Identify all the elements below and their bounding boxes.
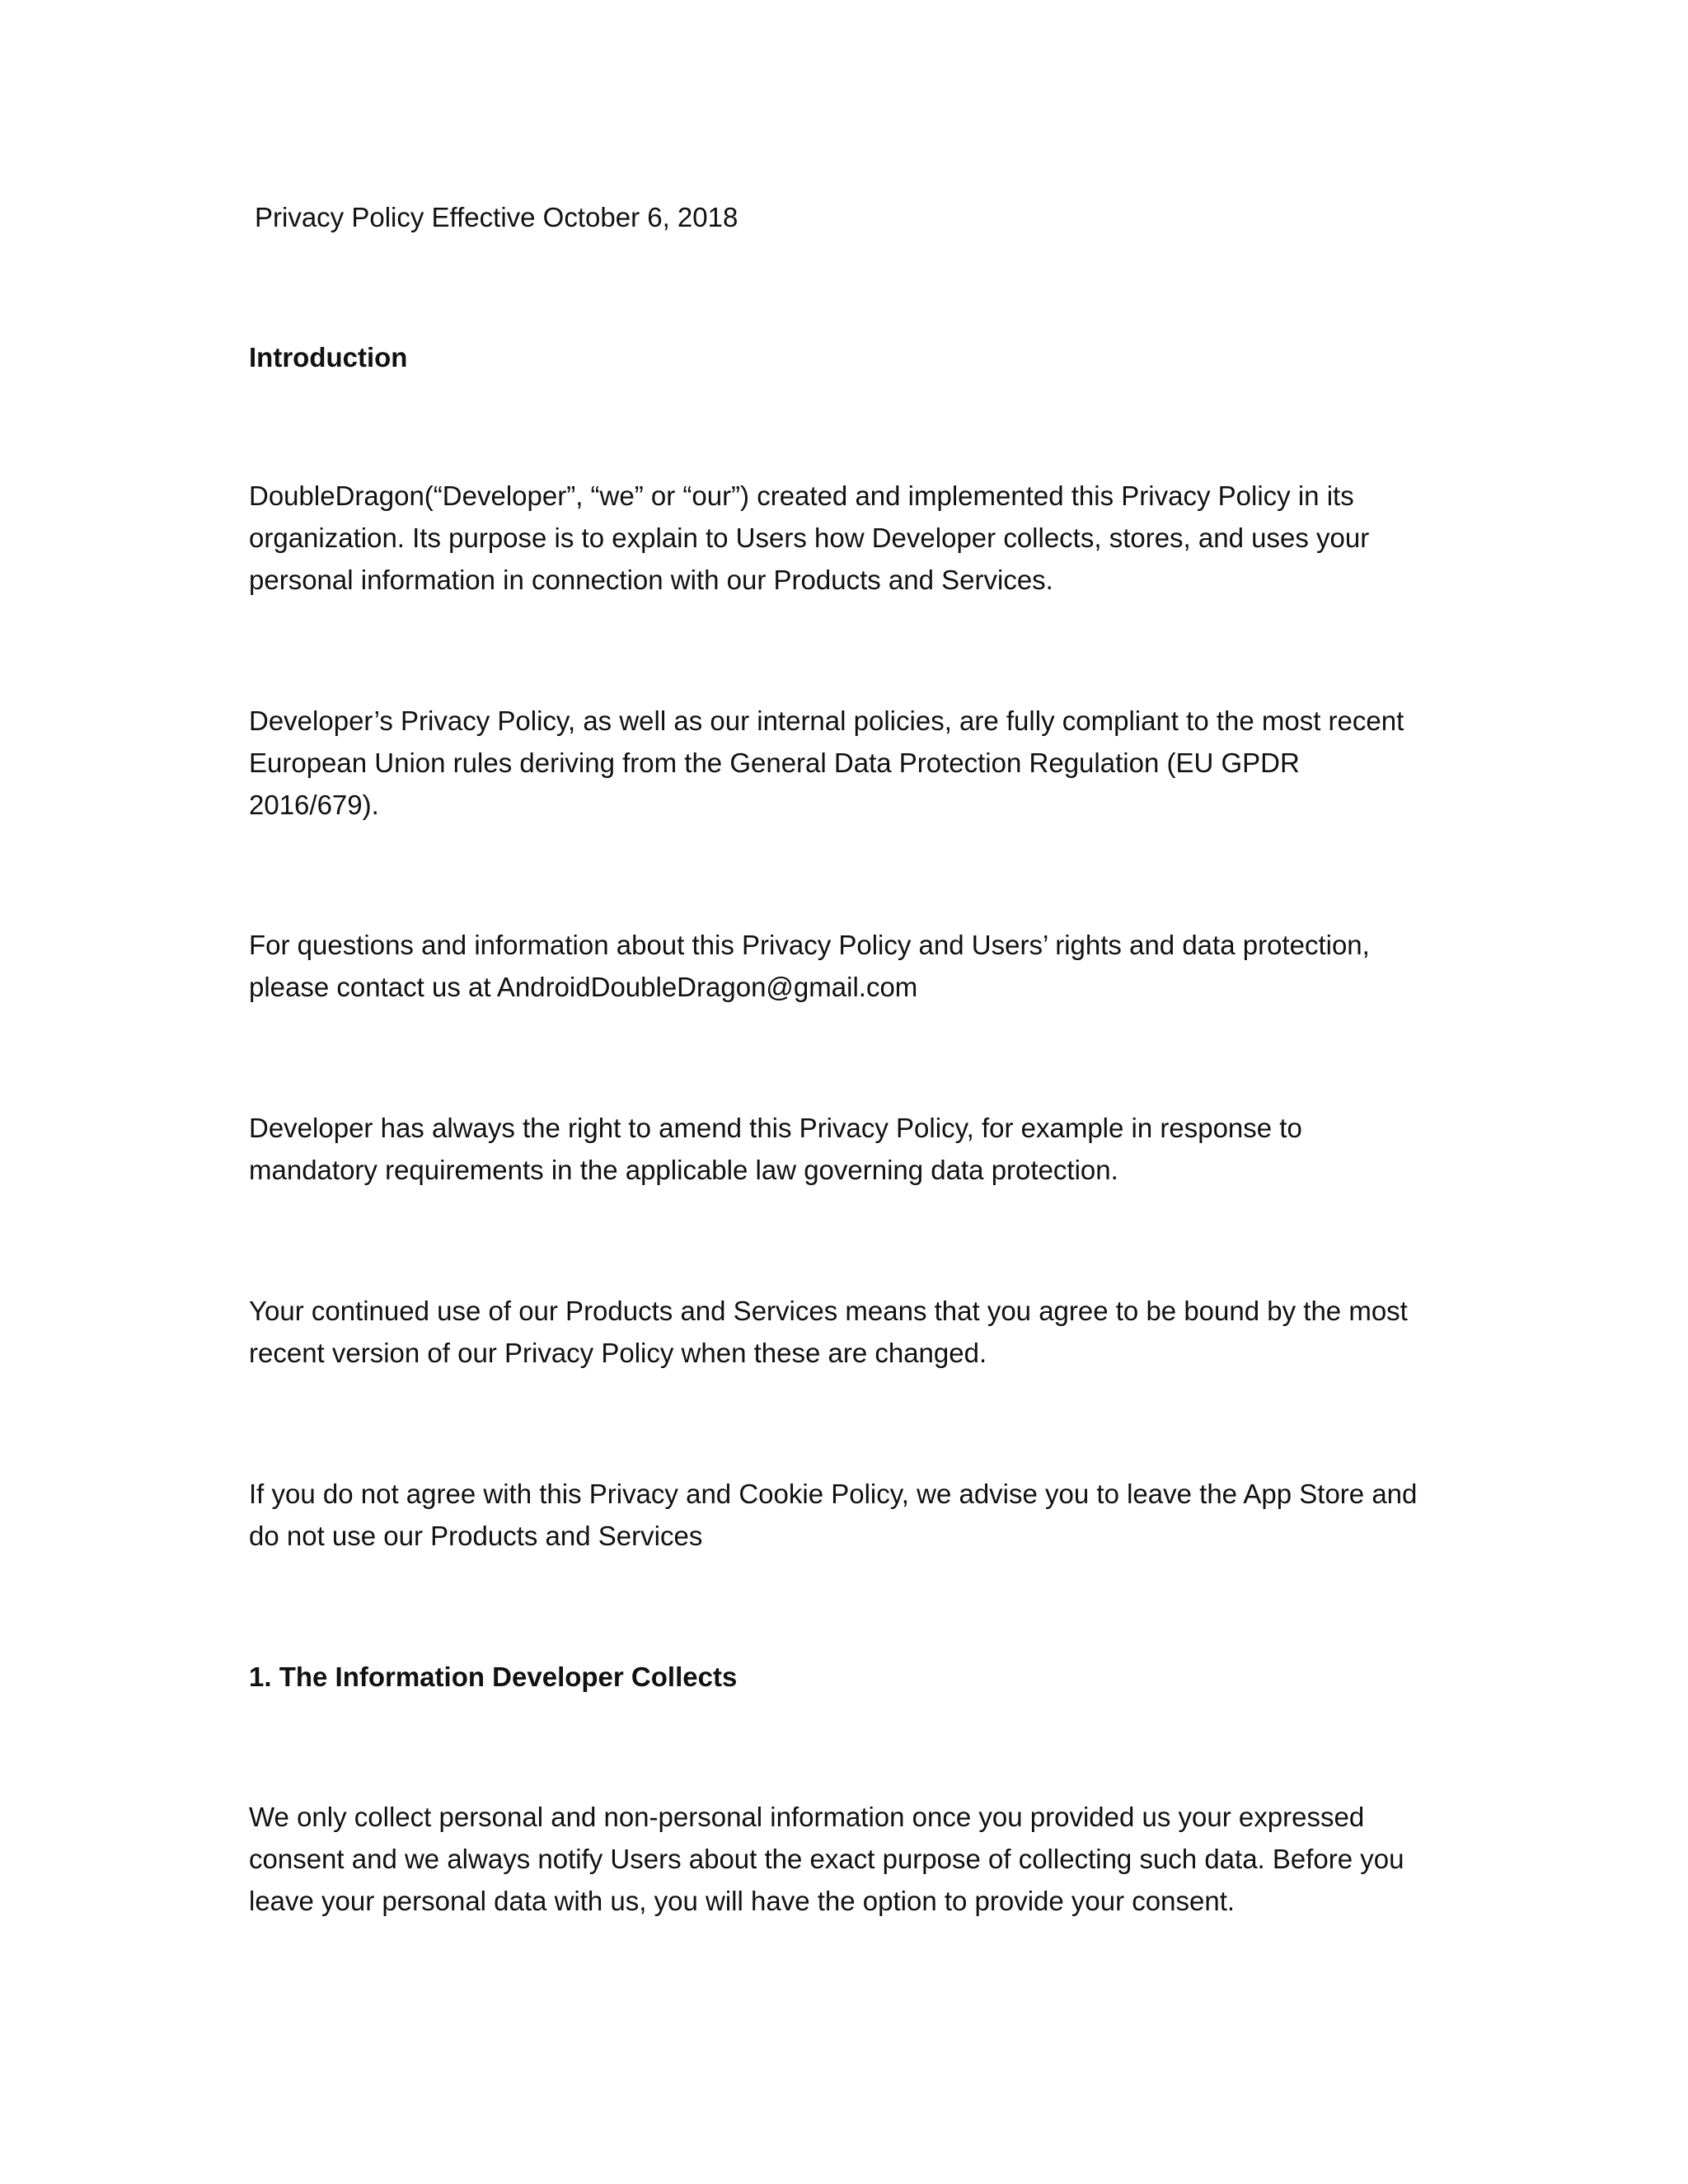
document-title: Privacy Policy Effective October 6, 2018 [255, 202, 738, 232]
heading-introduction: Introduction [249, 342, 408, 373]
paragraph-intro [249, 475, 1444, 601]
paragraph-line: personal information in connection with our Products and Services. [249, 565, 1053, 595]
paragraph-line: recent version of our Privacy Policy when these are changed. [249, 1338, 987, 1368]
paragraph-line: European Union rules deriving from the General Data Protection Regulation (EU GPDR [249, 748, 1300, 778]
paragraph-line: Developer has always the right to amend this Privacy Policy, for example in response to [249, 1113, 1302, 1143]
paragraph-line: leave your personal data with us, you will have the option to provide your consent. [249, 1886, 1236, 1916]
paragraph-line: Your continued use of our Products and Services means that you agree to be bound by the most [249, 1296, 1408, 1326]
paragraph-line: mandatory requirements in the applicable law governing data protection. [249, 1155, 1118, 1185]
paragraph-contact [249, 924, 1444, 1008]
paragraph-line: please contact us at AndroidDoubleDragon@gmail.com [249, 972, 918, 1002]
paragraph-line: For questions and information about this Privacy Policy and Users’ rights and data protection, [249, 930, 1370, 960]
paragraph-disagree [249, 1473, 1444, 1557]
paragraph-amendments [249, 1107, 1444, 1191]
paragraph-line: If you do not agree with this Privacy and Cookie Policy, we advise you to leave the App Store and [249, 1479, 1418, 1509]
paragraph-gdpr-compliance [249, 700, 1444, 826]
paragraph-line: DoubleDragon(“Developer”, “we” or “our”) created and implemented this Privacy Policy in its [249, 480, 1354, 511]
paragraph-line: do not use our Products and Services [249, 1521, 703, 1551]
paragraph-line: We only collect personal and non-personal information once you provided us your expressed [249, 1802, 1365, 1832]
paragraph-consent [249, 1796, 1444, 1922]
paragraph-line: Developer’s Privacy Policy, as well as our internal policies, are fully compliant to the most recent [249, 705, 1404, 736]
heading-information-collected: 1. The Information Developer Collects [249, 1661, 738, 1692]
paragraph-line: organization. Its purpose is to explain to Users how Developer collects, stores, and uses your [249, 523, 1370, 553]
paragraph-continued-use [249, 1290, 1444, 1374]
paragraph-line: consent and we always notify Users about the exact purpose of collecting such data. Before you [249, 1844, 1404, 1874]
paragraph-line: 2016/679). [249, 790, 379, 820]
